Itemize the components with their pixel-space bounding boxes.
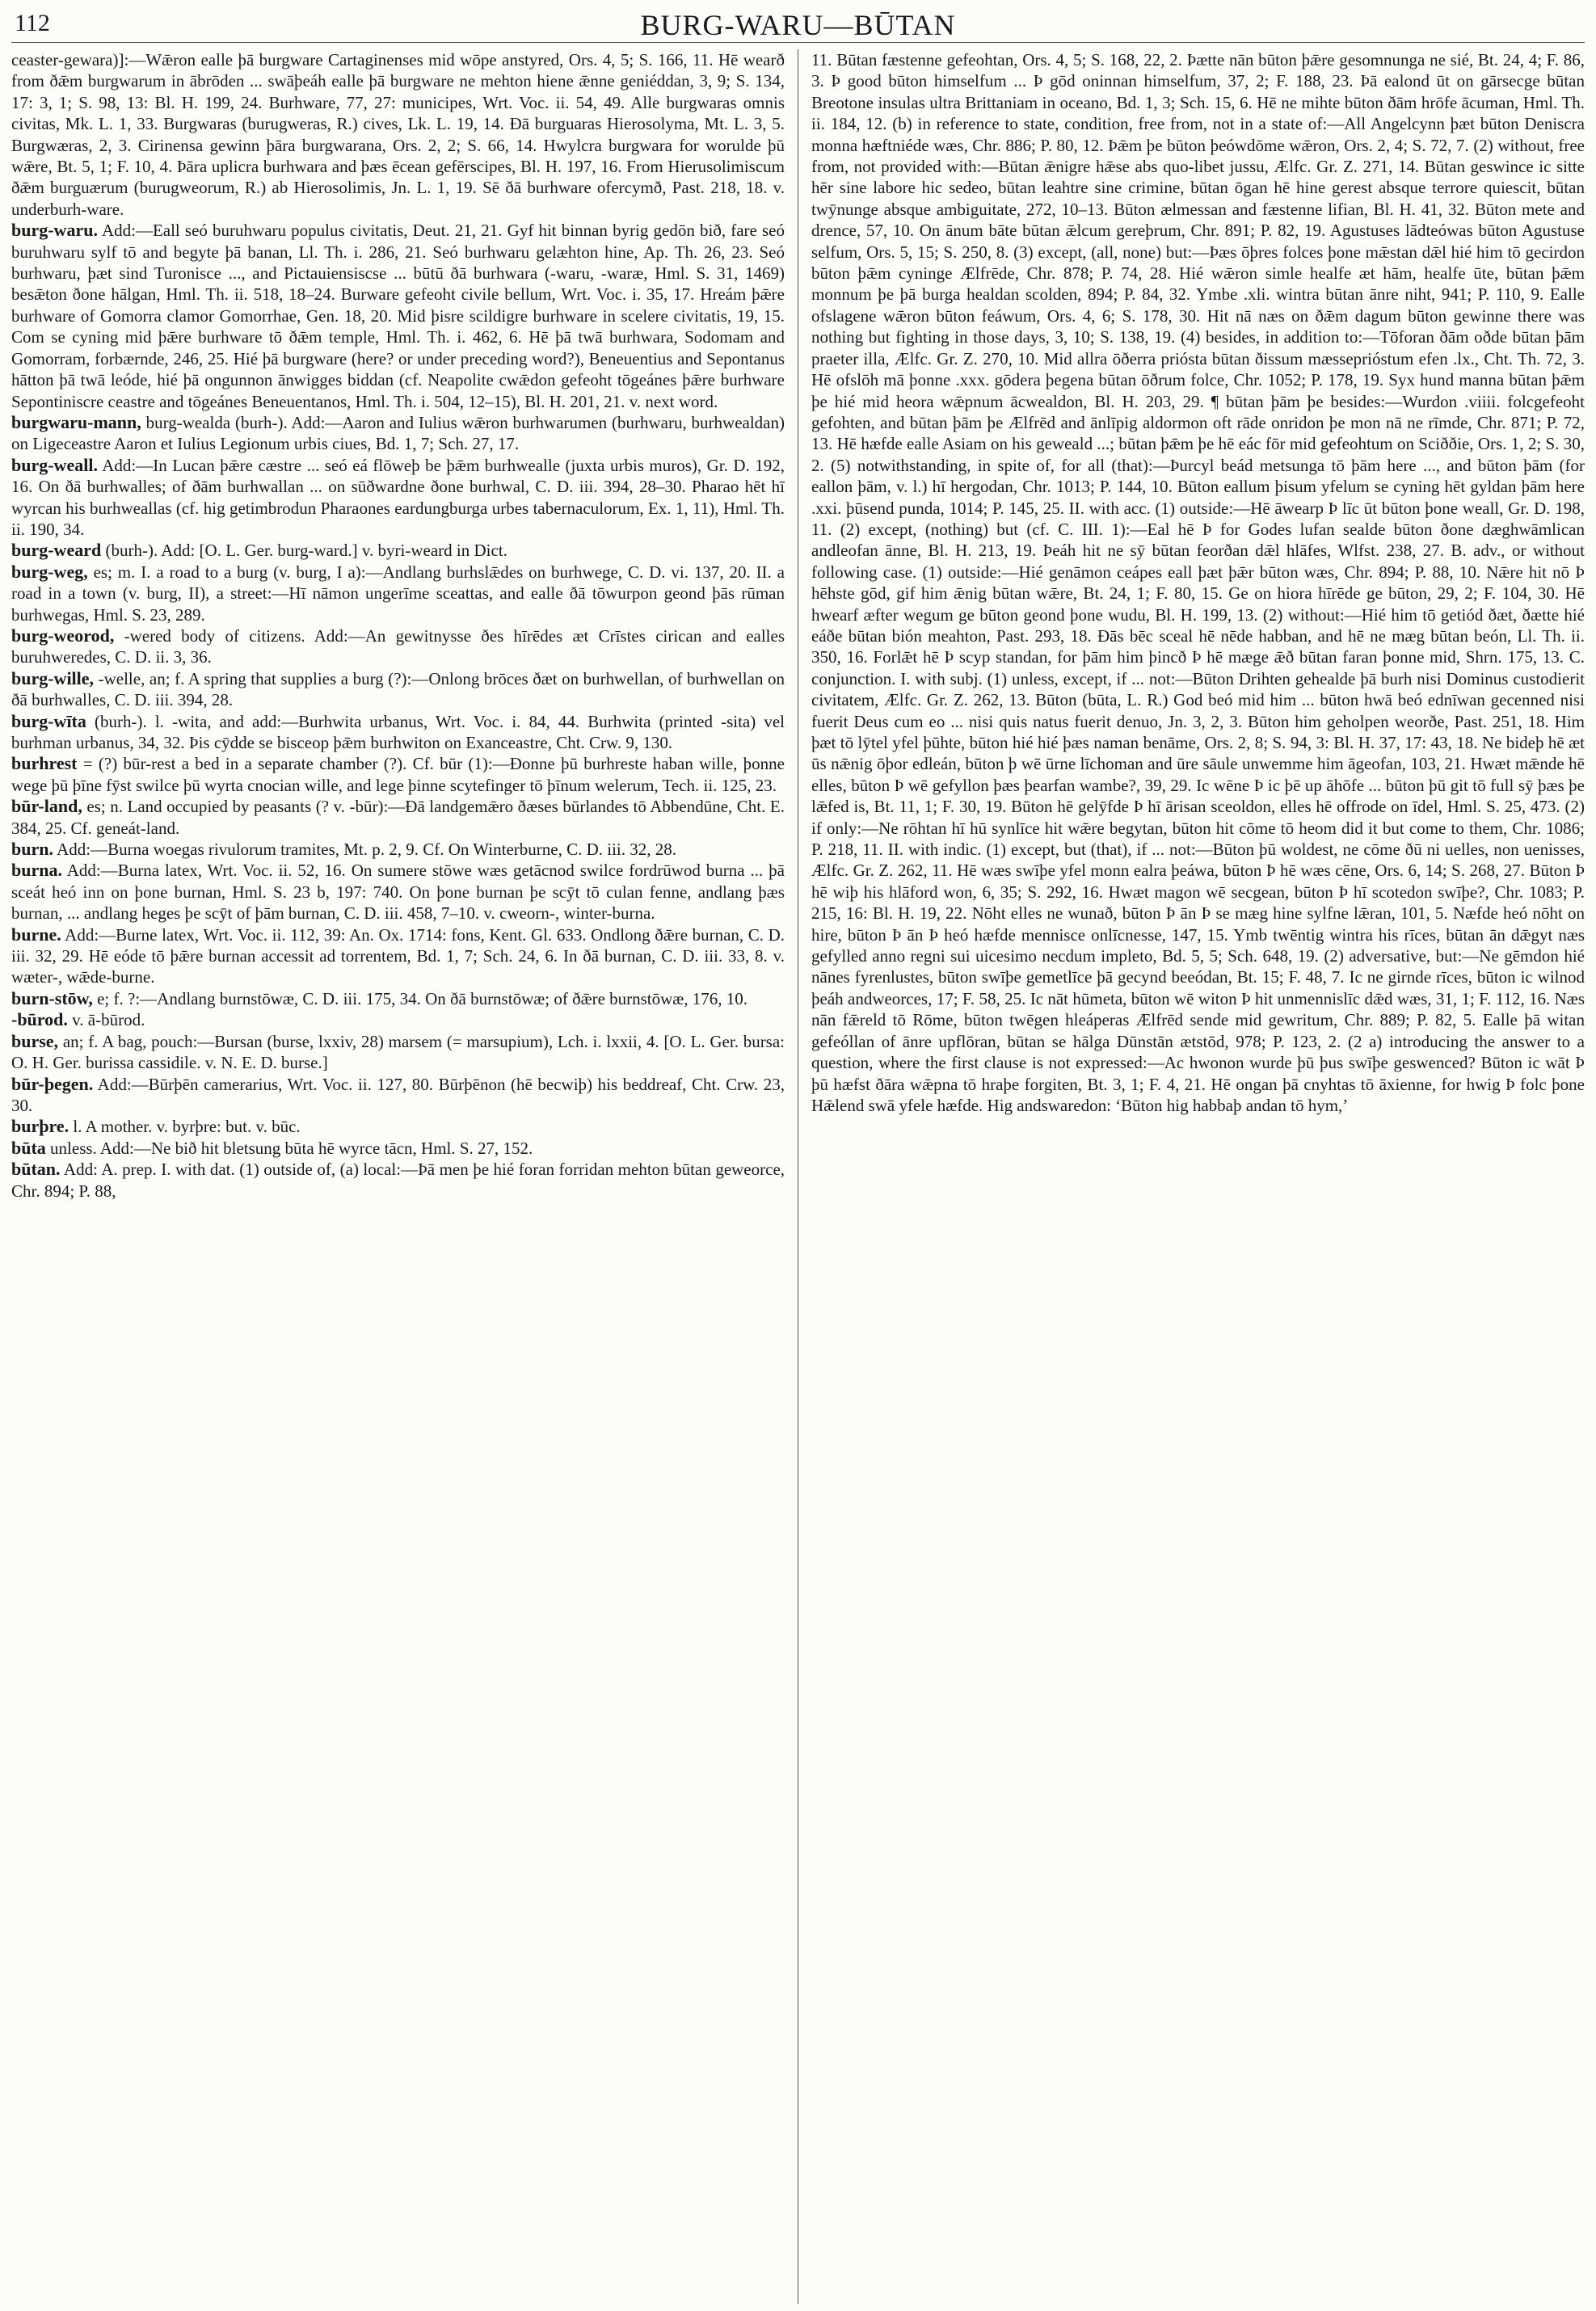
entry-headword: burse, bbox=[11, 1030, 59, 1051]
dictionary-entry bbox=[11, 455, 785, 541]
entry-text: (burh-). l. -wita, and add:—Burhwita urbanus, Wrt. Voc. i. 84, 44. Burhwita (printed -sita) vel burhman urbanus, 34, 32. Þis cȳdde se bisceop þǣm burhwiton on Exanceastre, Cht. Crw. 9, 130. bbox=[11, 711, 785, 752]
dictionary-entry bbox=[11, 860, 785, 924]
entry-text: (burh-). Add: [O. L. Ger. burg-ward.] v. byri-weard in Dict. bbox=[105, 541, 507, 561]
dictionary-entry bbox=[11, 220, 785, 412]
entry-headword: burg-weard bbox=[11, 540, 102, 561]
entry-headword: burgwaru-mann, bbox=[11, 411, 141, 432]
dictionary-entry bbox=[11, 988, 785, 1009]
dictionary-entry bbox=[11, 924, 785, 988]
dictionary-entry bbox=[11, 562, 785, 625]
dictionary-entry bbox=[11, 668, 785, 711]
entry-headword: burne. bbox=[11, 924, 61, 945]
dictionary-entry bbox=[11, 1138, 785, 1159]
dictionary-entry bbox=[11, 1159, 785, 1202]
entry-headword: burg-weg, bbox=[11, 561, 88, 582]
entry-text: es; m. I. a road to a burg (v. burg, I a):—Andlang burhslǣdes on burhwege, C. D. vi. 137, 20. II. a road in a town (v. burg, II), a street:—Hī nāmon ungerīme sceattas, and ealle ðā tōwurpon geond þās rūman burhwegas, Hml. S. 23, 289. bbox=[11, 562, 785, 625]
dictionary-entry bbox=[11, 625, 785, 668]
entry-text: = (?) būr-rest a bed in a separate chamber (?). Cf. būr (1):—Ðonne þū burhreste haban wille, þonne wege þū þīne fȳst swilce þū wyrta cnocian wille, and lege þinne scytefinger tō þīnum welerum, Tech. ii. 125, 23. bbox=[11, 754, 785, 795]
dictionary-entry bbox=[11, 796, 785, 839]
entry-text: Add:—Burna woegas rivulorum tramites, Mt. p. 2, 9. Cf. On Winterburne, C. D. iii. 32, 28. bbox=[57, 840, 677, 860]
page-header bbox=[11, 6, 1585, 43]
dictionary-entry bbox=[811, 49, 1585, 1116]
entry-text: an; f. A bag, pouch:—Bursan (burse, lxxiv, 28) marsem (= marsupium), Lch. i. lxxii, 4. [O. L. Ger. bursa: O. H. Ger. burissa cassidile. v. N. E. D. burse.] bbox=[11, 1031, 785, 1073]
dictionary-entry bbox=[11, 1074, 785, 1117]
entry-text: Add:—Būrþēn camerarius, Wrt. Voc. ii. 127, 80. Būrþēnon (hē becwiþ) his beddreaf, Cht. Crw. 23, 30. bbox=[11, 1074, 785, 1115]
entry-headword: burg-weall. bbox=[11, 454, 98, 475]
entry-text: e; f. ?:—Andlang burnstōwæ, C. D. iii. 175, 34. On ðā burnstōwæ; of ðǣre burnstōwæ, 176, 10. bbox=[97, 988, 748, 1008]
dictionary-entry bbox=[11, 839, 785, 860]
entry-text: Add:—Eall seó buruhwaru populus civitatis, Deut. 21, 21. Gyf hit binnan byrig gedōn bið, fare seó buruhwaru sylf tō and begyte þā banan, Ll. Th. i. 286, 21. Seó burhwaru gelæhton hine, Ap. Th. 26, 23. Seó burhwaru, þæt sind Turonisce ..., and Pictauiensiscse ... būtū ðā burhwara (-waru, -waræ, Hml. S. 31, 1469) besǣton ðone hālgan, Hml. Th. ii. 518, 18–24. Burware gefeoht civile bellum, Wrt. Voc. i. 35, 17. Hreám þǣre burhware of Gomorra clamor Gomorrhae, Gen. 18, 20. Mid þisre scildigre burhware in scelere civitatis, 19, 15. Com se cyning mid þǣre burhware tō ðǣm temple, Hml. Th. i. 462, 6. Hē þā twā burhwara, Sodomam and Gomorram, forbærnde, 246, 25. Hié þā burgware (here? or under preceding word?), Beneuentius and Sepontanus hātton þā twā leóde, hié þā ongunnon ānwigges biddan (cf. Neapolite cwǣdon gefeoht tōgeánes þǣre burhware Sepontiniscre ceastre and tōgeánes Beneuentanos, Hml. Th. i. 504, 12–15), Bl. H. 201, 21. v. next word. bbox=[11, 221, 785, 411]
right-column bbox=[798, 49, 1585, 2304]
entry-text: unless. Add:—Ne bið hit bletsung būta hē wyrce tācn, Hml. S. 27, 152. bbox=[50, 1138, 533, 1158]
entry-text: v. ā-būrod. bbox=[72, 1010, 145, 1030]
dictionary-entry bbox=[11, 1009, 785, 1030]
entry-text: -wered body of citizens. Add:—An gewitnysse ðes hīrēdes æt Crīstes cirican and ealles buruhweredes, C. D. ii. 3, 36. bbox=[11, 625, 785, 667]
entry-headword: burna. bbox=[11, 860, 62, 881]
entry-headword: burþre. bbox=[11, 1116, 69, 1137]
entry-text: Add: A. prep. I. with dat. (1) outside of, (a) local:—Þā men þe hié foran forridan mehton būtan geweorce, Chr. 894; P. 88, bbox=[11, 1160, 785, 1201]
dictionary-entry bbox=[11, 540, 785, 561]
dictionary-entry bbox=[11, 1116, 785, 1137]
running-head: BURG-WARU—BŪTAN bbox=[640, 9, 956, 41]
entry-headword: būr-land, bbox=[11, 796, 82, 817]
entry-headword: burn-stōw, bbox=[11, 987, 93, 1008]
entry-headword: burhrest bbox=[11, 753, 78, 774]
entry-text: burg-wealda (burh-). Add:—Aaron and Iulius wǣron burhwarumen (burhwaru, burhwealdan) on Ligeceastre Aaron et Iulius Legionum urbis ciues, Bd. 1, 7; Sch. 27, 17. bbox=[11, 412, 785, 454]
entry-headword: -būrod. bbox=[11, 1009, 68, 1030]
entry-headword: burg-wīta bbox=[11, 710, 86, 731]
entry-headword: burg-waru. bbox=[11, 220, 98, 241]
dictionary-entry bbox=[11, 49, 785, 220]
columns bbox=[11, 49, 1585, 2304]
entry-text: es; n. Land occupied by peasants (? v. -būr):—Ðā landgemǣro ðæses būrlandes tō Abbendūne, Cht. E. 384, 25. Cf. geneát-land. bbox=[11, 797, 785, 838]
entry-headword: būtan. bbox=[11, 1159, 61, 1180]
dictionary-entry bbox=[11, 753, 785, 796]
entry-text: -welle, an; f. A spring that supplies a burg (?):—Onlong brōces ðæt on burhwellan, of burhwellan on ðā burhwalles, C. D. iii. 394, 28. bbox=[11, 668, 785, 710]
entry-text: 11. Būtan fæstenne gefeohtan, Ors. 4, 5; S. 168, 22, 2. Þætte nān būton þǣre gesomnunga ne sié, Bt. 24, 4; F. 86, 3. Þ good būton himselfum ... Þ gōd oninnan himselfum, 37, 2; F. 188, 23. Þā ealond ūt on gārsecge būtan Breotone insulas ultra Brittaniam in oceano, Bd. 1, 3; Sch. 15, 6. Hē ne mihte būton ðām hrōfe ācuman, Hml. Th. ii. 184, 12. (b) in reference to state, condition, free from, not in a state of:—All Angelcynn þæt būton Deniscra monna hæftniéde wæs, Chr. 886; P. 80, 12. Þǣm þe būton þeówdōme wǣron, Ors. 2, 4; S. 72, 7. (2) without, free from, not provided with:—Būtan ǣnigre hǣse abs quo-libet jussu, Ælfc. Gr. Z. 271, 14. Būtan geswince ic sitte hēr sine labore hic sedeo, būtan leahtre sine crimine, būtan ōgan hē hine gerest absque terrore quiescit, būtan twȳnunge absque ambiguitate, 272, 10–13. Būton ælmessan and fæstenne lifian, Bl. H. 41, 32. Būton mete and drence, 57, 10. On ānum bāte būtan ǣlcum gereþrum, Chr. 891; P. 82, 19. Agustuses lādteówas būton Agustuse selfum, Ors. 5, 15; S. 250, 8. (3) except, (all, none) but:—Þæs ōþres folces þone mǣstan dǣl hié him tō gecirdon būton þǣm cyninge Ælfrēde, Chr. 878; P. 74, 28. Hié wǣron simle healfe æt hām, healfe ūte, būtan þǣm monnum þe þā burga healdan scolden, 894; P. 84, 32. Ymbe .xli. wintra būtan ānre niht, 941; P. 110, 9. Ealle ofslagene wǣron būton feáwum, Ors. 4, 6; S. 178, 30. Hit nā næs on ðǣm dagum būton gewinne there was nothing but fighting in those days, 3, 10; S. 138, 19. (4) besides, in addition to:—Tōforan ðām oðde būtan þām praeter illa, Ælfc. Gr. Z. 270, 10. Mid allra ōðerra priósta būtan ðissum mæsseprióstum efen .lx., Cht. Th. 72, 3. Hē ofslōh mā þonne .xxx. gōdera þegena būtan ōðrum folce, Chr. 1052; P. 178, 19. Syx hund manna būtan þǣm þe hié mid heora wǣpnum ācwealdon, Bl. H. 203, 29. ¶ būtan þām þe besides:—Wurdon .viiii. folcgefeoht gefohten, and būtan þām þe Ælfrēd and ānlīpig aldormon oft rāde onridon þe mon nā ne rīmde, Chr. 871; P. 72, 13. Hē hæfde ealle Asiam on his geweald ...; būtan þǣm þe hē eác fōr mid gefeohtum on Sciððie, Ors. 1, 2; S. 30, 2. (5) notwithstanding, in spite of, for all (that):—Þurcyl beád metsunga tō þām here ..., and būton þām (for eallon þām, v. l.) hī hergodan, Chr. 1013; P. 144, 10. Būton eallum þisum yfelum se cyning hēt gyldan þām here .xxi. þūsend punda, 1014; P. 145, 25. II. with acc. (1) outside:—Hē āwearp Þ līc ūt būton þone weall, Gr. D. 198, 11. (2) except, (nothing) but (cf. C. III. 1):—Eal hē Þ for Godes lufan sealde būton ðone dæghwāmlican andleofan ānne, Bl. H. 213, 19. Þeáh hit ne sȳ būtan feorðan dǣl hlāfes, Wlfst. 238, 27. B. adv., or without following case. (1) outside:—Hié genāmon ceápes eall þæt þǣr būton wæs, Chr. 894; P. 88, 10. Nǣre hit nō Þ hēhste gōd, gif him ǣnig būtan wǣre, Bt. 24, 1; F. 80, 15. Ge on hiora hīrēde ge būton, 29, 2; F. 104, 30. Hē hwearf æfter wegum ge būton geond þone wudu, Bl. H. 199, 13. (2) without:—Hié him tō getiód ðæt, ðætte hié eáðe būtan bión meahton, Past. 293, 18. Ðās bēc sceal hē nēde habban, and hē ne mæg būtan beón, Ll. Th. ii. 350, 16. Forlǣt hē Þ scyp standan, for þām him þincð Þ hē mæge ǣð būtan faran þonne mid, Shrn. 175, 13. C. conjunction. I. with subj. (1) unless, except, if ... not:—Būton Drihten gehealde þā burh nisi Dominus custodierit civitatem, Ælfc. Gr. Z. 262, 13. Būton (būta, L. R.) God beó mid him ... būton hwā beó ednīwan gecenned nisi fuerit Deus cum eo ... nisi quis natus fuerit denuo, Jn. 3, 2, 3. Būton him geholpen weorðe, Past. 251, 18. Him þæt tō lȳtel yfel þūhte, būton hié hié þæs naman benāme, Ors. 2, 8; S. 94, 3: Bl. H. 37, 17: 43, 18. Ne bideþ hē æt ūs nǣnig ōþor edleán, būton þ wē ūrne līchoman and ūre sāule unwemme him āgeofan, 103, 21. Hwæt mǣnde hē elles, būton Þ wē gefyllon þæs þearfan wambe?, 39, 29. Ic wēne Þ ic þē up āhōfe ... būton þū git tō full sȳ þæs þe lǣfed is, Bt. 11, 1; F. 30, 19. Būton hē gelȳfde Þ hī ārisan sceoldon, elles hē offrode on īdel, Hml. S. 25, 473. (2) if only:—Ne rōhtan hī hū synlīce hit wǣre begytan, būton hit cōme tō heom did it but come to them, Chr. 1086; P. 218, 11. II. with indic. (1) except, but (that), if ... not:—Būton þū woldest, ne cōme ðū ni uelles, non uenisses, Ælfc. Gr. Z. 262, 11. Hē wæs swīþe yfel monn ealra þeáwa, būton Þ hē wæs cēne, Ors. 6, 14; S. 268, 27. Būton Þ hē wiþ his hlāford won, 6, 35; S. 292, 16. Hwæt magon wē secgean, būton Þ hī scotedon swīþe?, Chr. 1083; P. 215, 16: Bl. H. 19, 22. Nōht elles ne wunað, būton Þ ān Þ se mæg hine sylfne lǣran, 101, 5. Næfde heó nōht on hire, būton Þ ān Þ heó hæfde mennisce onlīcnesse, 147, 15. Ymb twēntig wintra his rīces, būtan ān dǣgyt næs gefylled anno regni sui uicesimo necdum impleto, Bd. 5, 5; Sch. 648, 19. (2) adversative, but:—Ne gēmdon hié nānes fyrenlustes, būton swīþe gemetlīce þā gecynd beeódan, Bt. 15; F. 48, 7. Ic ne girnde rīces, būton ic wilnod þeáh andweorces, 17; F. 58, 25. Ic nāt hūmeta, būton wē witon Þ hit unmennislīc dǣd wæs, 31, 1; F. 112, 16. Næs nān fǣreld tō Rōme, būton twēgen hleáperas Ælfrēd sende mid gewritum, Chr. 889; P. 82, 5. Ealle þā witan gefeóllan of ānre upflōran, būtan se hālga Dūnstān ætstōd, 978; P. 123, 2. (2 a) introducing the answer to a question, where the first clause is not expressed:—Ac hwonon wurde þū þus swīþe geswenced? Būton ic wāt Þ þū hæfst ðāra wǣpna tō hraþe forgiten, Bt. 3, 1; F. 4, 21. Hē ongan þā cnyhtas tō āxienne, for hwig Þ folc þone Hǣlend swā yfele hæfde. Hig andswaredon: ‘Būton hig habbaþ andan tō hym,’ bbox=[811, 50, 1585, 1115]
entry-headword: burn. bbox=[11, 839, 53, 860]
left-column bbox=[11, 49, 798, 2304]
entry-text: Add:—Burna latex, Wrt. Voc. ii. 52, 16. On sumere stōwe wæs getācnod swilce fordrūwod burna ... þā sceát heó inn on þone burnan, Hml. S. 23 b, 197: 740. On þone burnan þe scȳt tō culan fenne, andlang þæs burnan, ... andlang heges þe scȳt of þām burnan, C. D. iii. 458, 7–10. v. cweorn-, winter-burna. bbox=[11, 861, 785, 924]
dictionary-entry bbox=[11, 412, 785, 455]
entry-headword: būta bbox=[11, 1137, 46, 1158]
entry-headword: burg-weorod, bbox=[11, 625, 115, 646]
entry-text: ceaster-gewara)]:—Wǣron ealle þā burgware Cartaginenses mid wōpe anstyred, Ors. 4, 5; S. 166, 11. Hē wearð from ðǣm burgwarum in ābrōden ... swāþeáh ealle þā burgware ne mehton hiene ǣnne geniéddan, 3, 9; S. 134, 17: 3, 1; S. 98, 13: Bl. H. 199, 24. Burhware, 77, 27: municipes, Wrt. Voc. ii. 54, 49. Alle burgwaras omnis civitas, Mk. L. 1, 33. Burgwaras (burugweras, R.) cives, Lk. L. 19, 14. Ðā burguaras Hierosolyma, Mt. L. 3, 5. Burgwæras, 2, 3. Cirinensa gewinn þāra burgwarana, Ors. 2, 2; S. 66, 14. Hwylcra burgwara for worulde þū wǣre, Bt. 5, 1; F. 10, 4. Þāra uplicra burhwara and þæs ēcean gefērscipes, Bl. H. 197, 16. From Hierusolimiscum ðǣm burguærum (burugweorum, R.) ab Hierosolimis, Jn. L. 1, 19. Sē ðā burhware ofercymð, Past. 218, 18. v. underburh-ware. bbox=[11, 50, 785, 219]
entry-headword: būr-þegen. bbox=[11, 1073, 94, 1094]
dictionary-entry bbox=[11, 711, 785, 754]
entry-text: Add:—Burne latex, Wrt. Voc. ii. 112, 39: An. Ox. 1714: fons, Kent. Gl. 633. Ondlong ðǣre burnan, C. D. iii. 32, 29. Hē eóde tō þǣre burnan accessit ad torrentem, Bd. 1, 7; Sch. 24, 6. In ðā burnan, C. D. iii. 33, 8. v. wæter-, wǣde-burne. bbox=[11, 924, 785, 987]
entry-text: l. A mother. v. byrþre: but. v. būc. bbox=[73, 1117, 301, 1137]
dictionary-entry bbox=[11, 1031, 785, 1074]
entry-text: Add:—In Lucan þǣre cæstre ... seó eá flōweþ be þǣm burhwealle (juxta urbis muros), Gr. D. 192, 16. On ðā burhwalles; of ðām burhwallan ... on sūðwardne ðone burhwal, C. D. iii. 394, 28–30. Pharao hēt hī wyrcan his burhweallas (cf. hig getimbrodun Pharaones eardungburga urbes tabernaculorum, Ex. 1, 11), Hml. Th. ii. 190, 34. bbox=[11, 455, 785, 539]
entry-headword: burg-wille, bbox=[11, 667, 95, 688]
page-number: 112 bbox=[15, 10, 50, 36]
